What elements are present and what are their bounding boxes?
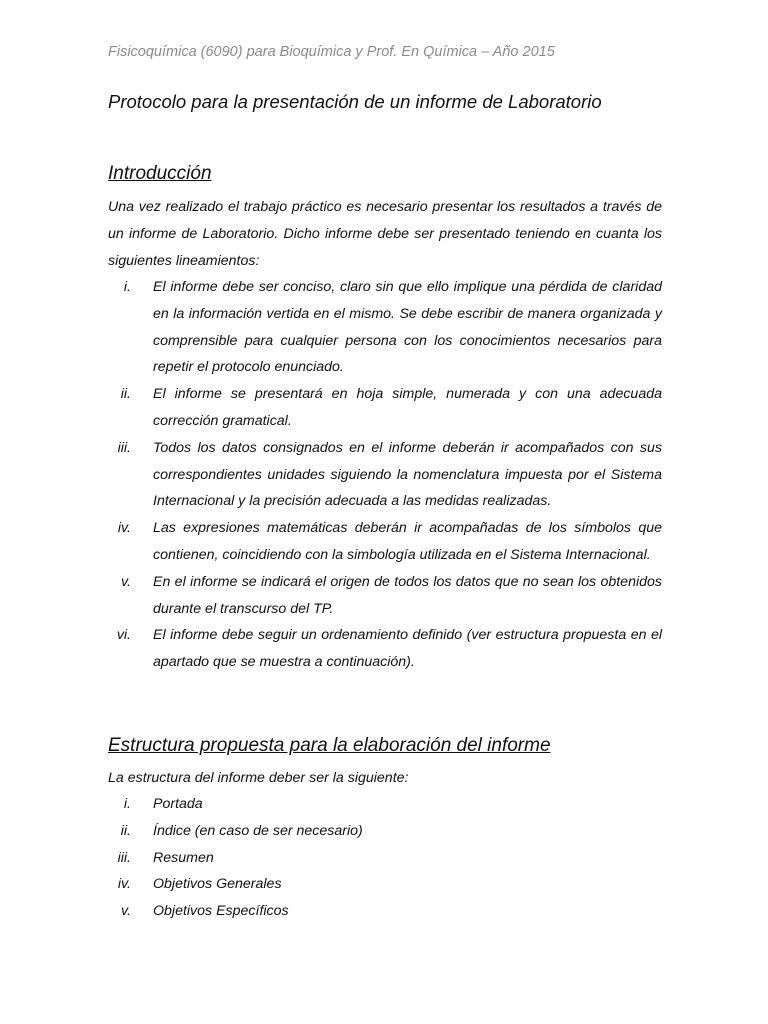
list-item <box>108 622 662 676</box>
item-text: Objetivos Generales <box>153 876 282 893</box>
item-text: Resumen <box>153 849 214 866</box>
item-text: El informe debe seguir un ordenamiento definido (ver estructura propuesta en el apartado que se muestra a continuación). <box>153 627 662 671</box>
list-item <box>108 274 662 381</box>
item-text: Índice (en caso de ser necesario) <box>153 822 363 839</box>
page-header: Fisicoquímica (6090) para Bioquímica y Prof. En Química – Año 2015 <box>108 44 555 60</box>
list-item <box>108 898 662 925</box>
item-text: Portada <box>153 796 203 812</box>
intro-paragraph: Una vez realizado el trabajo práctico es necesario presentar los resultados a través de un informe de Laboratorio. Dicho informe debe ser presentado teniendo en cuanta los siguientes lineamientos: <box>108 199 662 269</box>
item-number: v. <box>121 573 131 590</box>
list-item <box>108 569 662 623</box>
item-number: i. <box>123 279 131 295</box>
item-number: iii. <box>117 849 131 866</box>
item-number: iv. <box>117 876 131 893</box>
item-text: Todos los datos consignados en el informe deberán ir acompañados con sus correspondientes unidades siguiendo la nomenclatura impuesta por el Sistema Internacional y la precisión adecuada a las medidas realizadas. <box>153 439 662 510</box>
list-item <box>108 818 662 845</box>
item-number: iv. <box>117 520 131 537</box>
item-text: En el informe se indicará el origen de todos los datos que no sean los obtenidos durante el transcurso del TP. <box>153 573 662 617</box>
structure-heading: Estructura propuesta para la elaboración del informe <box>108 735 551 756</box>
item-text: Objetivos Específicos <box>153 903 289 920</box>
document-title: Protocolo para la presentación de un informe de Laboratorio <box>108 91 602 112</box>
structure-paragraph: La estructura del informe deber ser la siguiente: <box>108 770 409 786</box>
guidelines-list <box>108 274 662 676</box>
list-item <box>108 515 662 569</box>
item-number: i. <box>123 796 131 812</box>
list-item <box>108 435 662 515</box>
list-item <box>108 871 662 898</box>
item-text: Las expresiones matemáticas deberán ir acompañadas de los símbolos que contienen, coincidiendo con la simbología utilizada en el Sistema Internacional. <box>153 520 662 563</box>
list-item <box>108 791 662 818</box>
item-number: ii. <box>120 822 131 839</box>
item-number: ii. <box>120 386 131 403</box>
list-item <box>108 381 662 435</box>
list-item <box>108 845 662 872</box>
item-number: vi. <box>116 627 131 644</box>
item-text: El informe debe ser conciso, claro sin que ello implique una pérdida de claridad en la información vertida en el mismo. Se debe escribir de manera organizada y comprensible para cualquier persona con los conocimientos necesarios para repetir el protocolo enunciado. <box>153 279 662 376</box>
item-number: iii. <box>117 439 131 456</box>
item-text: El informe se presentará en hoja simple, numerada y con una adecuada corrección gramatical. <box>153 386 662 429</box>
intro-heading: Introducción <box>108 163 212 184</box>
item-number: v. <box>121 903 131 920</box>
structure-list <box>108 791 662 925</box>
